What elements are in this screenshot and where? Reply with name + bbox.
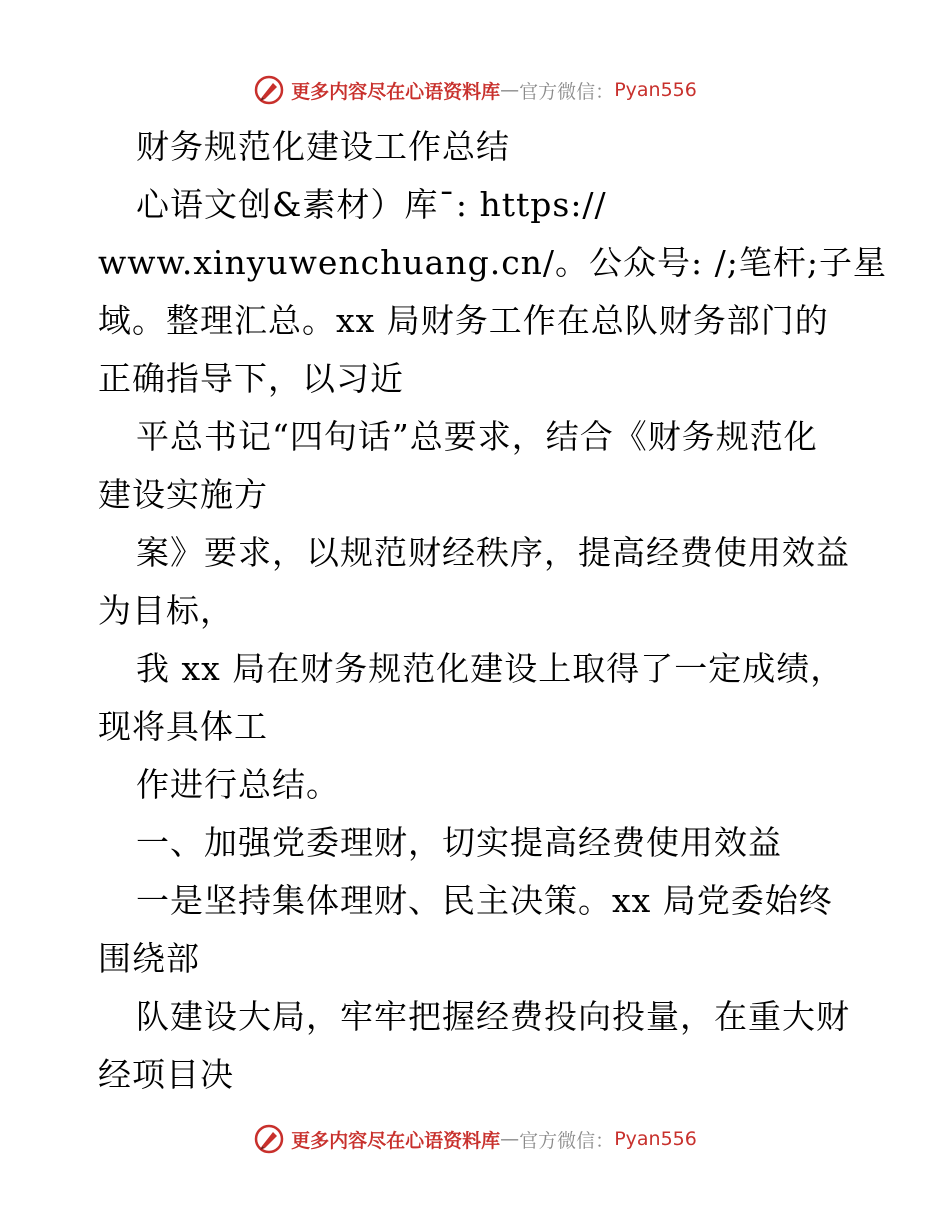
watermark-dash: — (500, 1128, 520, 1150)
watermark-wechat-id: Pyan556 (614, 1128, 697, 1150)
body-line: 队建设大局，牢牢把握经费投向投量，在重大财 (136, 997, 850, 1036)
body-line: 现将具体工 (98, 707, 268, 746)
body-line: 域。整理汇总。xx 局财务工作在总队财务部门的 (98, 301, 829, 340)
body-line: 一是坚持集体理财、民主决策。xx 局党委始终 (136, 881, 833, 920)
document-body (98, 118, 888, 1104)
body-line: 建设实施方 (98, 475, 268, 514)
watermark-label: 官方微信： (519, 1129, 615, 1152)
pen-nib-logo-icon (253, 1123, 285, 1155)
header-watermark (0, 70, 950, 110)
body-line: www.xinyuwenchuang.cn/。公众号: /;笔杆;子星 (98, 243, 888, 282)
watermark-label: 官方微信： (519, 80, 615, 103)
body-line: 为目标， (98, 591, 234, 630)
footer-watermark (0, 1119, 950, 1159)
body-line: 案》要求，以规范财经秩序，提高经费使用效益 (136, 533, 850, 572)
body-line: 心语文创&素材）库¯: https:// (136, 185, 607, 224)
body-line: 平总书记“四句话”总要求，结合《财务规范化 (136, 417, 818, 456)
watermark-main-text: 更多内容尽在心语资料库 (291, 1129, 501, 1152)
document-title: 财务规范化建设工作总结 (136, 127, 510, 166)
body-line: 正确指导下，以习近 (98, 359, 404, 398)
watermark-main-text: 更多内容尽在心语资料库 (291, 80, 501, 103)
section-heading: 一、加强党委理财，切实提高经费使用效益 (136, 823, 782, 862)
body-line: 作进行总结。 (136, 765, 340, 804)
watermark-dash: — (500, 79, 520, 101)
body-line: 经项目决 (98, 1055, 234, 1094)
watermark-wechat-id: Pyan556 (614, 79, 697, 101)
body-line: 围绕部 (98, 939, 200, 978)
body-line: 我 xx 局在财务规范化建设上取得了一定成绩， (136, 649, 845, 688)
pen-nib-logo-icon (253, 74, 285, 106)
